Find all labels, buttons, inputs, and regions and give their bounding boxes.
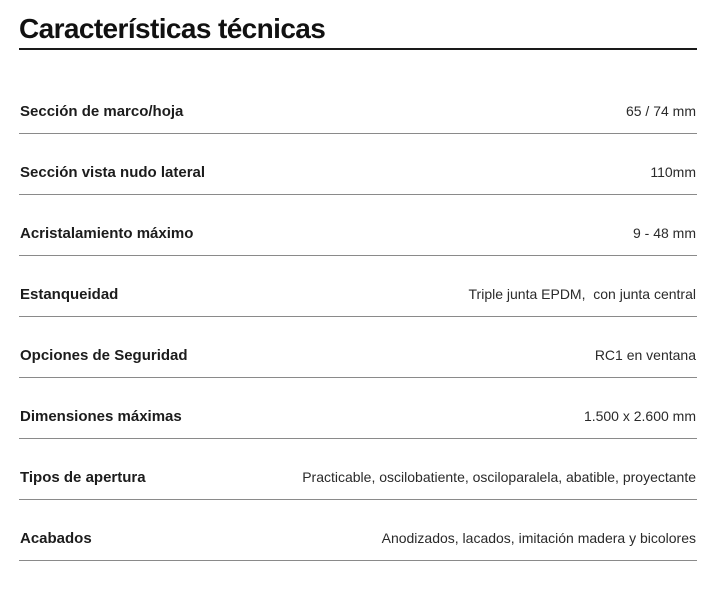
row-divider	[19, 194, 697, 195]
spec-row-seccion-marco-hoja	[19, 84, 697, 145]
spec-row-estanqueidad	[19, 267, 697, 328]
row-divider	[19, 255, 697, 256]
spec-label: Acabados	[20, 530, 92, 547]
spec-label: Acristalamiento máximo	[20, 225, 194, 242]
row-divider	[19, 377, 697, 378]
spec-value: 1.500 x 2.600 mm	[583, 408, 696, 424]
row-divider	[19, 316, 697, 317]
spec-row-acabados	[19, 511, 697, 572]
spec-value: 9 - 48 mm	[632, 225, 696, 241]
specs-table	[19, 84, 697, 572]
spec-row-seccion-vista-nudo-lateral	[19, 145, 697, 206]
spec-row-tipos-apertura	[19, 450, 697, 511]
spec-label: Tipos de apertura	[20, 469, 146, 486]
spec-label: Sección vista nudo lateral	[20, 164, 206, 181]
spec-label: Estanqueidad	[20, 286, 119, 303]
spec-value: RC1 en ventana	[594, 347, 696, 363]
spec-value: Practicable, oscilobatiente, osciloparalela, abatible, proyectante	[302, 469, 696, 485]
row-divider	[19, 438, 697, 439]
page-title: Características técnicas	[19, 13, 326, 44]
spec-value: Anodizados, lacados, imitación madera y bicolores	[381, 530, 696, 546]
row-divider	[19, 560, 697, 561]
spec-label: Sección de marco/hoja	[20, 103, 184, 120]
spec-label: Opciones de Seguridad	[20, 347, 188, 364]
row-divider	[19, 499, 697, 500]
spec-row-acristalamiento-maximo	[19, 206, 697, 267]
spec-value: Triple junta EPDM, con junta central	[468, 286, 696, 302]
spec-value: 65 / 74 mm	[625, 103, 696, 119]
spec-label: Dimensiones máximas	[20, 408, 182, 425]
spec-row-dimensiones-maximas	[19, 389, 697, 450]
spec-value: 110mm	[650, 164, 696, 180]
title-divider	[19, 48, 697, 50]
spec-row-opciones-seguridad	[19, 328, 697, 389]
row-divider	[19, 133, 697, 134]
